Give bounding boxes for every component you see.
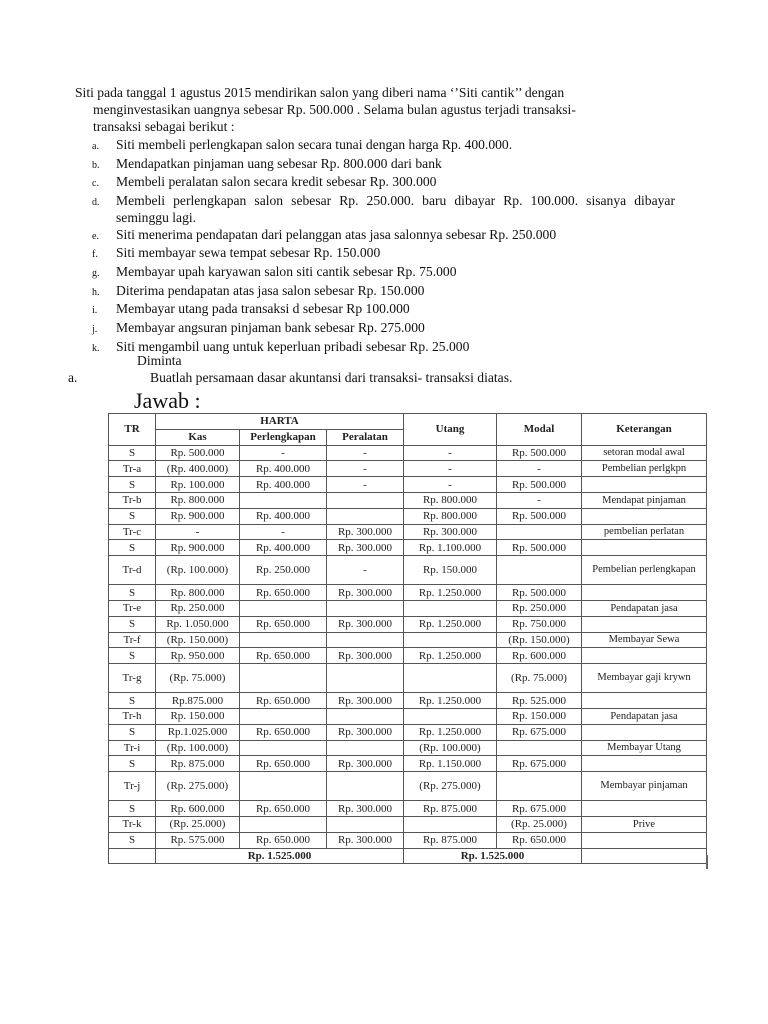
cell-utang: - bbox=[404, 477, 497, 493]
cell-peralatan bbox=[327, 772, 404, 801]
cell-tr: Tr-a bbox=[109, 461, 156, 477]
cell-kas: Rp. 800.000 bbox=[156, 492, 240, 508]
transaction-item bbox=[92, 156, 675, 175]
cell-utang: Rp. 800.000 bbox=[404, 492, 497, 508]
cell-utang: - bbox=[404, 461, 497, 477]
cell-utang: Rp. 1.250.000 bbox=[404, 724, 497, 740]
cell-peralatan: Rp. 300.000 bbox=[327, 832, 404, 848]
table-row bbox=[109, 461, 707, 477]
cell-tr: Tr-j bbox=[109, 772, 156, 801]
cell-keterangan: Pendapatan jasa bbox=[582, 600, 707, 616]
total-utang-modal: Rp. 1.525.000 bbox=[404, 848, 582, 863]
transaction-label: c. bbox=[92, 178, 99, 190]
cell-kas: Rp. 950.000 bbox=[156, 648, 240, 664]
cell-modal: Rp. 150.000 bbox=[497, 708, 582, 724]
transaction-text: Siti menerima pendapatan dari pelanggan atas jasa salonnya sebesar Rp. 250.000 bbox=[116, 226, 557, 242]
table-row bbox=[109, 540, 707, 556]
total-row bbox=[109, 848, 707, 863]
intro-paragraph bbox=[75, 84, 675, 135]
transaction-label: d. bbox=[92, 197, 100, 209]
cell-perlengkapan: Rp. 650.000 bbox=[240, 832, 327, 848]
header-tr: TR bbox=[109, 414, 156, 446]
cell-kas: Rp. 900.000 bbox=[156, 540, 240, 556]
cell-keterangan bbox=[582, 801, 707, 817]
transaction-text: Diterima pendapatan atas jasa salon sebesar Rp. 150.000 bbox=[116, 282, 425, 298]
table-row bbox=[109, 832, 707, 848]
header-utang: Utang bbox=[404, 414, 497, 446]
cell-utang bbox=[404, 708, 497, 724]
task-text: Buatlah persamaan dasar akuntansi dari transaksi- transaksi diatas. bbox=[150, 370, 513, 385]
cell-modal: Rp. 500.000 bbox=[497, 445, 582, 461]
transaction-label: b. bbox=[92, 159, 100, 171]
cell-peralatan bbox=[327, 492, 404, 508]
cell-tr: S bbox=[109, 616, 156, 632]
cell-modal bbox=[497, 524, 582, 540]
cell-tr: Tr-f bbox=[109, 632, 156, 648]
cell-keterangan: Membayar Utang bbox=[582, 740, 707, 756]
cell-keterangan: Pembelian perlgkpn bbox=[582, 461, 707, 477]
cell-modal: Rp. 650.000 bbox=[497, 832, 582, 848]
transaction-label: j. bbox=[92, 324, 98, 336]
cell-tr: Tr-b bbox=[109, 492, 156, 508]
transaction-label: k. bbox=[92, 342, 100, 354]
cell-keterangan bbox=[582, 477, 707, 493]
cell-kas: Rp. 875.000 bbox=[156, 756, 240, 772]
cell-modal: Rp. 675.000 bbox=[497, 724, 582, 740]
transaction-list bbox=[92, 137, 675, 357]
cell-peralatan bbox=[327, 708, 404, 724]
cell-modal: Rp. 500.000 bbox=[497, 477, 582, 493]
cell-tr: Tr-g bbox=[109, 664, 156, 693]
cell-kas: (Rp. 25.000) bbox=[156, 816, 240, 832]
cell-peralatan bbox=[327, 632, 404, 648]
cell-peralatan: Rp. 300.000 bbox=[327, 756, 404, 772]
cell-tr: Tr-i bbox=[109, 740, 156, 756]
cell-kas: - bbox=[156, 524, 240, 540]
cell-modal: (Rp. 25.000) bbox=[497, 816, 582, 832]
cell-kas: (Rp. 400.000) bbox=[156, 461, 240, 477]
cell-keterangan bbox=[582, 648, 707, 664]
cell-kas: Rp. 1.050.000 bbox=[156, 616, 240, 632]
cell-peralatan bbox=[327, 664, 404, 693]
cell-kas: Rp. 150.000 bbox=[156, 708, 240, 724]
cell-keterangan: setoran modal awal bbox=[582, 445, 707, 461]
cell-tr: S bbox=[109, 648, 156, 664]
cell-utang: (Rp. 275.000) bbox=[404, 772, 497, 801]
cell-peralatan: - bbox=[327, 461, 404, 477]
cell-tr: Tr-c bbox=[109, 524, 156, 540]
table-row bbox=[109, 600, 707, 616]
table-row bbox=[109, 508, 707, 524]
cell-utang bbox=[404, 600, 497, 616]
cell-peralatan bbox=[327, 600, 404, 616]
cell-perlengkapan bbox=[240, 664, 327, 693]
cell-modal: Rp. 500.000 bbox=[497, 508, 582, 524]
task-label: a. bbox=[68, 370, 78, 385]
cell-peralatan: - bbox=[327, 445, 404, 461]
cell-kas: Rp. 575.000 bbox=[156, 832, 240, 848]
cell-modal: Rp. 500.000 bbox=[497, 585, 582, 601]
transaction-label: g. bbox=[92, 267, 100, 279]
cell-keterangan: pembelian perlatan bbox=[582, 524, 707, 540]
cell-modal: (Rp. 75.000) bbox=[497, 664, 582, 693]
transaction-item bbox=[92, 301, 675, 320]
table-row bbox=[109, 445, 707, 461]
intro-line-2: menginvestasikan uangnya sebesar Rp. 500.000 . Selama bulan agustus terjadi transaksi- bbox=[93, 102, 576, 117]
cell-keterangan: Mendapat pinjaman bbox=[582, 492, 707, 508]
cell-kas: Rp. 900.000 bbox=[156, 508, 240, 524]
cell-utang: Rp. 875.000 bbox=[404, 832, 497, 848]
cell-keterangan bbox=[582, 616, 707, 632]
cell-perlengkapan bbox=[240, 708, 327, 724]
cell-keterangan: Pendapatan jasa bbox=[582, 708, 707, 724]
cell-tr: S bbox=[109, 832, 156, 848]
cell-keterangan bbox=[582, 724, 707, 740]
cell-kas: (Rp. 75.000) bbox=[156, 664, 240, 693]
transaction-label: h. bbox=[92, 286, 100, 298]
cell-tr: S bbox=[109, 693, 156, 709]
table-row bbox=[109, 632, 707, 648]
transaction-label: f. bbox=[92, 249, 98, 261]
table-row bbox=[109, 708, 707, 724]
intro-line-3: transaksi sebagai berikut : bbox=[93, 119, 235, 134]
cell-utang: Rp. 1.100.000 bbox=[404, 540, 497, 556]
cell-utang bbox=[404, 664, 497, 693]
cell-peralatan: - bbox=[327, 556, 404, 585]
cell-tr: Tr-e bbox=[109, 600, 156, 616]
cell-perlengkapan: Rp. 400.000 bbox=[240, 508, 327, 524]
cell-modal: Rp. 750.000 bbox=[497, 616, 582, 632]
header-harta: HARTA bbox=[156, 414, 404, 430]
cell-modal: Rp. 600.000 bbox=[497, 648, 582, 664]
table-row bbox=[109, 492, 707, 508]
cell-modal: Rp. 525.000 bbox=[497, 693, 582, 709]
transaction-text: Membayar upah karyawan salon siti cantik sebesar Rp. 75.000 bbox=[116, 263, 457, 279]
task-line bbox=[68, 370, 512, 386]
transaction-text: Mendapatkan pinjaman uang sebesar Rp. 800.000 dari bank bbox=[116, 155, 442, 171]
cell-perlengkapan: Rp. 650.000 bbox=[240, 693, 327, 709]
transaction-item bbox=[92, 283, 675, 302]
accounting-equation-table bbox=[108, 413, 707, 864]
cell-utang: (Rp. 100.000) bbox=[404, 740, 497, 756]
cell-kas: (Rp. 100.000) bbox=[156, 740, 240, 756]
cell-perlengkapan bbox=[240, 632, 327, 648]
cell-kas: Rp. 600.000 bbox=[156, 801, 240, 817]
cell-kas: Rp. 800.000 bbox=[156, 585, 240, 601]
cell-peralatan: Rp. 300.000 bbox=[327, 648, 404, 664]
cell-tr: Tr-k bbox=[109, 816, 156, 832]
cell-keterangan: Prive bbox=[582, 816, 707, 832]
cell-modal bbox=[497, 556, 582, 585]
cell-keterangan: Membayar gaji krywn bbox=[582, 664, 707, 693]
cell-kas: Rp.875.000 bbox=[156, 693, 240, 709]
cell-tr: S bbox=[109, 508, 156, 524]
cell-utang: Rp. 1.250.000 bbox=[404, 693, 497, 709]
transaction-item bbox=[92, 320, 675, 339]
cell-perlengkapan bbox=[240, 816, 327, 832]
cell-perlengkapan: Rp. 400.000 bbox=[240, 477, 327, 493]
cell-perlengkapan: Rp. 400.000 bbox=[240, 461, 327, 477]
table-row bbox=[109, 724, 707, 740]
cell-keterangan bbox=[582, 585, 707, 601]
cell-modal: Rp. 250.000 bbox=[497, 600, 582, 616]
transaction-text: Membayar utang pada transaksi d sebesar Rp 100.000 bbox=[116, 301, 410, 317]
cell-utang: Rp. 1.250.000 bbox=[404, 585, 497, 601]
cell-perlengkapan: Rp. 650.000 bbox=[240, 616, 327, 632]
total-blank-ket bbox=[582, 848, 707, 863]
cell-peralatan: Rp. 300.000 bbox=[327, 540, 404, 556]
table-row bbox=[109, 801, 707, 817]
cell-utang: Rp. 150.000 bbox=[404, 556, 497, 585]
cell-kas: Rp. 250.000 bbox=[156, 600, 240, 616]
cell-perlengkapan bbox=[240, 600, 327, 616]
transaction-label: a. bbox=[92, 141, 99, 152]
total-blank bbox=[109, 848, 156, 863]
cell-tr: S bbox=[109, 540, 156, 556]
table-row bbox=[109, 524, 707, 540]
cell-utang: Rp. 1.250.000 bbox=[404, 648, 497, 664]
transaction-item bbox=[92, 264, 675, 283]
cell-perlengkapan: Rp. 650.000 bbox=[240, 585, 327, 601]
header-peralatan: Peralatan bbox=[327, 429, 404, 445]
cell-tr: S bbox=[109, 585, 156, 601]
header-modal: Modal bbox=[497, 414, 582, 446]
edge-mark bbox=[706, 855, 708, 869]
cell-peralatan: Rp. 300.000 bbox=[327, 693, 404, 709]
cell-modal: (Rp. 150.000) bbox=[497, 632, 582, 648]
cell-keterangan: Membayar Sewa bbox=[582, 632, 707, 648]
cell-perlengkapan: - bbox=[240, 445, 327, 461]
header-keterangan: Keterangan bbox=[582, 414, 707, 446]
total-harta: Rp. 1.525.000 bbox=[156, 848, 404, 863]
cell-peralatan: Rp. 300.000 bbox=[327, 524, 404, 540]
cell-kas: (Rp. 275.000) bbox=[156, 772, 240, 801]
cell-utang: Rp. 1.150.000 bbox=[404, 756, 497, 772]
cell-utang: Rp. 300.000 bbox=[404, 524, 497, 540]
cell-utang: Rp. 1.250.000 bbox=[404, 616, 497, 632]
cell-peralatan: Rp. 300.000 bbox=[327, 616, 404, 632]
cell-tr: S bbox=[109, 477, 156, 493]
cell-tr: S bbox=[109, 801, 156, 817]
cell-keterangan bbox=[582, 693, 707, 709]
transaction-label: i. bbox=[92, 305, 98, 317]
cell-perlengkapan: Rp. 650.000 bbox=[240, 648, 327, 664]
cell-modal: - bbox=[497, 461, 582, 477]
transaction-item bbox=[92, 174, 675, 193]
cell-utang bbox=[404, 632, 497, 648]
diminta-label: Diminta bbox=[137, 353, 182, 368]
transaction-text: Siti membayar sewa tempat sebesar Rp. 150.000 bbox=[116, 245, 381, 261]
cell-perlengkapan: Rp. 650.000 bbox=[240, 801, 327, 817]
cell-keterangan bbox=[582, 540, 707, 556]
transaction-text: Membayar angsuran pinjaman bank sebesar Rp. 275.000 bbox=[116, 320, 425, 336]
table-row bbox=[109, 556, 707, 585]
cell-kas: Rp. 100.000 bbox=[156, 477, 240, 493]
cell-kas: Rp.1.025.000 bbox=[156, 724, 240, 740]
cell-perlengkapan bbox=[240, 492, 327, 508]
cell-perlengkapan: Rp. 650.000 bbox=[240, 724, 327, 740]
cell-modal: Rp. 675.000 bbox=[497, 801, 582, 817]
cell-keterangan: Pembelian perlengkapan bbox=[582, 556, 707, 585]
cell-tr: Tr-h bbox=[109, 708, 156, 724]
cell-kas: Rp. 500.000 bbox=[156, 445, 240, 461]
table-row bbox=[109, 756, 707, 772]
cell-tr: S bbox=[109, 756, 156, 772]
table-row bbox=[109, 664, 707, 693]
transaction-label: e. bbox=[92, 230, 99, 242]
cell-tr: S bbox=[109, 445, 156, 461]
cell-peralatan: Rp. 300.000 bbox=[327, 585, 404, 601]
cell-keterangan: Membayar pinjaman bbox=[582, 772, 707, 801]
cell-peralatan: Rp. 300.000 bbox=[327, 801, 404, 817]
cell-perlengkapan bbox=[240, 772, 327, 801]
header-kas: Kas bbox=[156, 429, 240, 445]
transaction-item bbox=[92, 137, 675, 156]
header-perlengkapan: Perlengkapan bbox=[240, 429, 327, 445]
intro-line-1: Siti pada tanggal 1 agustus 2015 mendirikan salon yang diberi nama ‘’Siti cantik’’ dengan bbox=[75, 85, 565, 100]
cell-keterangan bbox=[582, 756, 707, 772]
jawab-heading: Jawab : bbox=[134, 388, 201, 413]
cell-peralatan: - bbox=[327, 477, 404, 493]
table-row bbox=[109, 585, 707, 601]
transaction-item bbox=[92, 227, 675, 246]
cell-perlengkapan: - bbox=[240, 524, 327, 540]
cell-peralatan bbox=[327, 508, 404, 524]
cell-tr: S bbox=[109, 724, 156, 740]
table-row bbox=[109, 693, 707, 709]
cell-modal bbox=[497, 772, 582, 801]
table-row bbox=[109, 740, 707, 756]
transaction-text: Membeli peralatan salon secara kredit sebesar Rp. 300.000 bbox=[116, 174, 437, 190]
cell-modal: Rp. 675.000 bbox=[497, 756, 582, 772]
cell-tr: Tr-d bbox=[109, 556, 156, 585]
cell-utang: Rp. 875.000 bbox=[404, 801, 497, 817]
cell-peralatan bbox=[327, 740, 404, 756]
cell-modal bbox=[497, 740, 582, 756]
table-row bbox=[109, 648, 707, 664]
cell-utang: Rp. 800.000 bbox=[404, 508, 497, 524]
transaction-text: Siti mengambil uang untuk keperluan pribadi sebesar Rp. 25.000 bbox=[116, 338, 470, 354]
cell-peralatan: Rp. 300.000 bbox=[327, 724, 404, 740]
transaction-item bbox=[92, 193, 675, 226]
transaction-item bbox=[92, 245, 675, 264]
transaction-text: Membeli perlengkapan salon sebesar Rp. 250.000. baru dibayar Rp. 100.000. sisanya dibayar seminggu lagi. bbox=[116, 193, 675, 225]
cell-peralatan bbox=[327, 816, 404, 832]
cell-kas: (Rp. 100.000) bbox=[156, 556, 240, 585]
cell-perlengkapan bbox=[240, 740, 327, 756]
transaction-text: Siti membeli perlengkapan salon secara tunai dengan harga Rp. 400.000. bbox=[116, 137, 513, 152]
cell-utang bbox=[404, 816, 497, 832]
cell-modal: Rp. 500.000 bbox=[497, 540, 582, 556]
cell-utang: - bbox=[404, 445, 497, 461]
cell-keterangan bbox=[582, 508, 707, 524]
cell-keterangan bbox=[582, 832, 707, 848]
table-row bbox=[109, 477, 707, 493]
table-row bbox=[109, 772, 707, 801]
cell-perlengkapan: Rp. 250.000 bbox=[240, 556, 327, 585]
table-row bbox=[109, 616, 707, 632]
cell-perlengkapan: Rp. 650.000 bbox=[240, 756, 327, 772]
cell-perlengkapan: Rp. 400.000 bbox=[240, 540, 327, 556]
table-row bbox=[109, 816, 707, 832]
cell-modal: - bbox=[497, 492, 582, 508]
cell-kas: (Rp. 150.000) bbox=[156, 632, 240, 648]
